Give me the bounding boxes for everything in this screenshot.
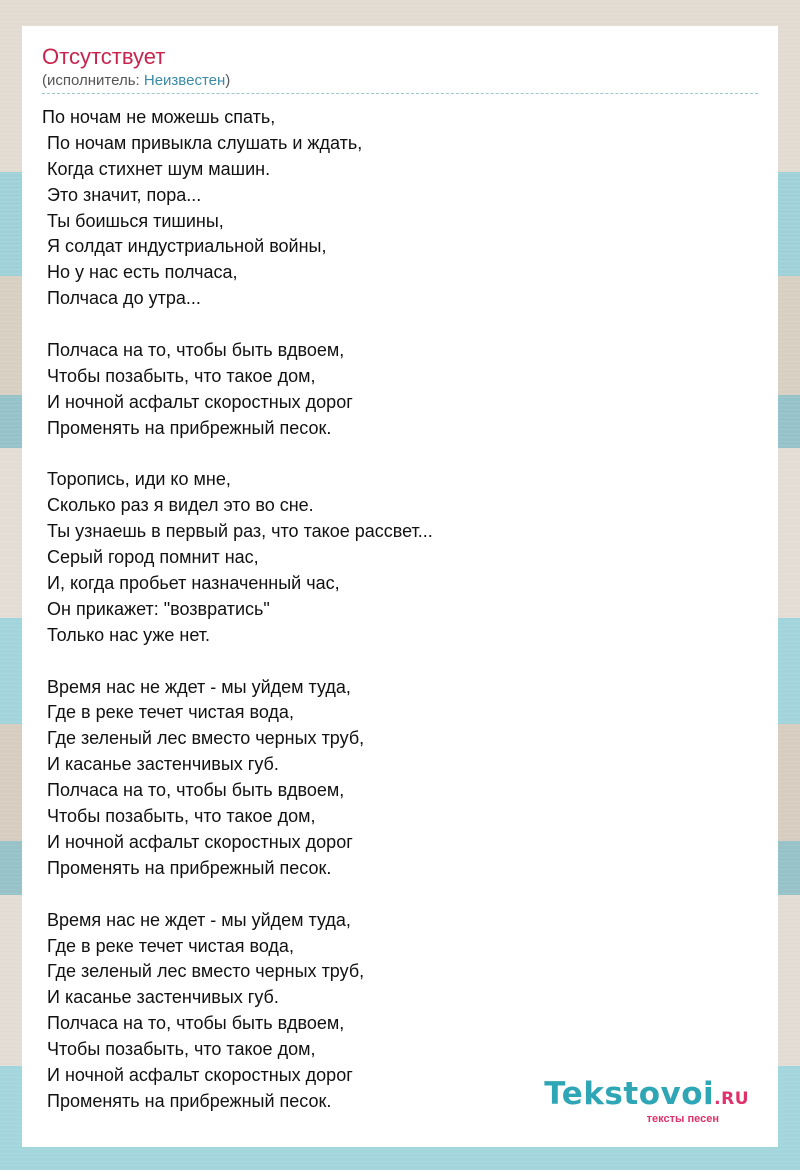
lyric-line: Променять на прибрежный песок.: [42, 857, 332, 878]
lyric-line: Променять на прибрежный песок.: [42, 1090, 332, 1111]
artist-line: [42, 72, 230, 90]
lyric-line: Где в реке течет чистая вода,: [42, 702, 294, 723]
lyric-line: Променять на прибрежный песок.: [42, 417, 332, 438]
lyric-line: Время нас не ждет - мы уйдем туда,: [42, 909, 351, 930]
lyrics-card: [22, 26, 778, 1147]
logo-main-text: Tekstovoi: [544, 1076, 715, 1112]
lyric-line: Сколько раз я видел это во сне.: [42, 495, 314, 516]
lyrics-text: [42, 105, 758, 1115]
lyric-line: Он прикажет: "возвратись": [42, 598, 270, 619]
artist-link[interactable]: Неизвестен: [143, 72, 226, 89]
lyric-line: И ночной асфальт скоростных дорог: [42, 1064, 353, 1085]
lyric-line: Чтобы позабыть, что такое дом,: [42, 365, 316, 386]
lyric-line: Ты узнаешь в первый раз, что такое рассвет...: [42, 521, 433, 542]
lyric-line: И касанье застенчивых губ.: [42, 754, 279, 775]
title-divider: [42, 93, 758, 94]
site-logo[interactable]: [544, 1078, 749, 1125]
lyric-line: Но у нас есть полчаса,: [42, 262, 238, 283]
lyric-line: И ночной асфальт скоростных дорог: [42, 391, 353, 412]
lyric-line: Это значит, пора...: [42, 184, 202, 205]
lyric-line: Чтобы позабыть, что такое дом,: [42, 806, 316, 827]
lyric-line: И касанье застенчивых губ.: [42, 987, 279, 1008]
lyric-line: По ночам не можешь спать,: [42, 107, 276, 127]
lyric-line: Чтобы позабыть, что такое дом,: [42, 1039, 316, 1060]
lyric-line: Серый город помнит нас,: [42, 547, 259, 568]
lyric-line: Я солдат индустриальной войны,: [42, 236, 327, 257]
stanza-break: [42, 649, 758, 675]
lyric-line: Ты боишься тишины,: [42, 210, 224, 231]
stanza-break: [42, 442, 758, 468]
lyric-line: Время нас не ждет - мы уйдем туда,: [42, 676, 351, 697]
lyric-line: Где в реке течет чистая вода,: [42, 935, 294, 956]
artist-suffix: ): [225, 72, 231, 89]
lyric-line: Где зеленый лес вместо черных труб,: [42, 961, 365, 982]
lyric-line: И, когда пробьет назначенный час,: [42, 573, 340, 594]
lyric-line: Полчаса до утра...: [42, 288, 201, 309]
lyric-line: И ночной асфальт скоростных дорог: [42, 831, 353, 852]
logo-tagline: тексты песен: [646, 1113, 719, 1125]
artist-prefix: (исполнитель:: [42, 72, 144, 89]
song-title: Отсутствует: [42, 44, 166, 69]
lyric-line: Когда стихнет шум машин.: [42, 158, 271, 179]
lyric-line: Полчаса на то, чтобы быть вдвоем,: [42, 780, 345, 801]
lyric-line: Торопись, иди ко мне,: [42, 469, 231, 490]
lyric-line: Полчаса на то, чтобы быть вдвоем,: [42, 1013, 345, 1034]
stanza-break: [42, 312, 758, 338]
lyric-line: По ночам привыкла слушать и ждать,: [42, 132, 363, 153]
lyric-line: Где зеленый лес вместо черных труб,: [42, 728, 365, 749]
logo-tld: .RU: [714, 1089, 749, 1109]
stanza-break: [42, 882, 758, 908]
lyric-line: Полчаса на то, чтобы быть вдвоем,: [42, 340, 345, 361]
lyric-line: Только нас уже нет.: [42, 624, 210, 645]
